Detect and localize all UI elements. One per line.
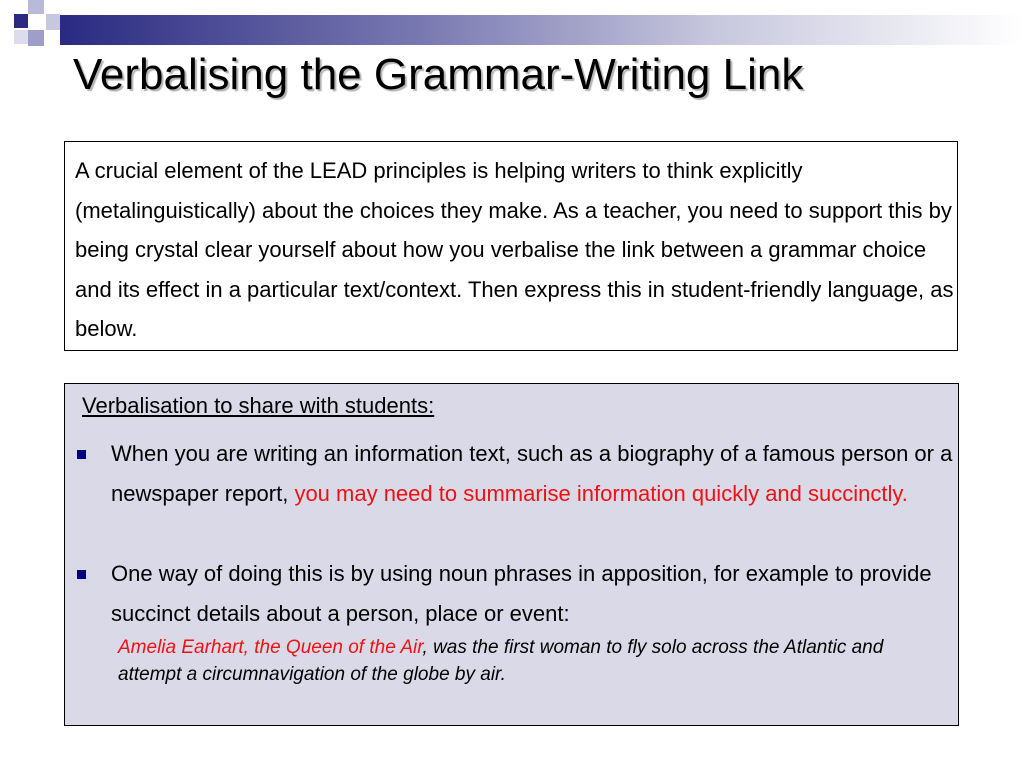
- decorative-square: [14, 14, 28, 28]
- bullet-1-text: When you are writing an information text, such as a biography of a famous person or a newspaper report,: [111, 441, 953, 506]
- bullet-1-highlight: you may need to summarise information quickly and succinctly.: [294, 481, 908, 506]
- title-bar-gradient: [60, 15, 1024, 45]
- intro-box: [64, 141, 958, 351]
- decorative-square: [46, 14, 60, 30]
- verbalisation-heading: Verbalisation to share with students:: [82, 393, 435, 418]
- bullet-square-icon: [77, 450, 86, 459]
- slide-title: Verbalising the Grammar-Writing Link: [73, 50, 804, 99]
- example-sentence: [118, 634, 948, 688]
- intro-text: A crucial element of the LEAD principles is helping writers to think explicitly (metalinguistically) about the choices they make. As a teacher, you need to support this by being crystal clear yourself about how you verbalise the link between a grammar choice and its effect in a particular text/context. Then express this in student-friendly language, as below.: [75, 158, 954, 341]
- decorative-square: [14, 30, 28, 44]
- bullet-square-icon: [77, 570, 86, 579]
- example-highlight: Amelia Earhart, the Queen of the Air: [118, 637, 423, 658]
- bullet-item-2: [111, 554, 956, 634]
- decorative-square: [28, 0, 44, 14]
- bullet-2-text: One way of doing this is by using noun phrases in apposition, for example to provide succinct details about a person, place or event:: [111, 561, 932, 626]
- example-rest: , was the first woman to fly solo across the Atlantic and attempt a circumnavigation of the globe by air.: [118, 637, 884, 685]
- verbalisation-box: [64, 383, 959, 726]
- bullet-item-1: [111, 434, 956, 514]
- decorative-square: [28, 30, 44, 46]
